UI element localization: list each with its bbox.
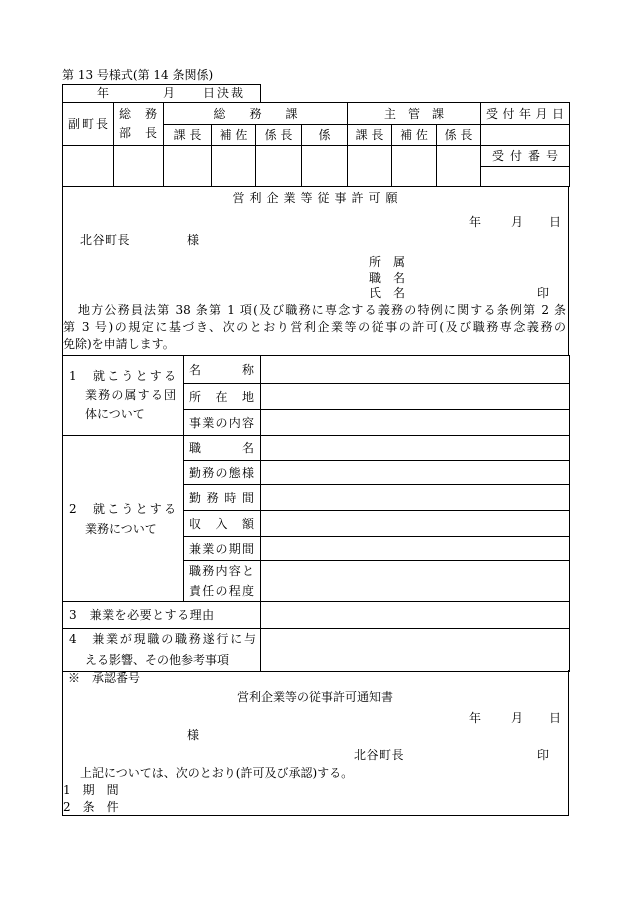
- managing-section-header: 主 管 課: [348, 103, 481, 125]
- application-day-label: 日: [549, 215, 562, 229]
- stamp-mg-section-chief: [348, 146, 392, 187]
- reason-label-text: 3 兼業を必要とする理由: [69, 608, 215, 622]
- application-body-line-3: 免除)を申請します。: [63, 337, 175, 351]
- responsibility-label-line-2: 責任の程度: [189, 584, 254, 598]
- responsibility-label-line-1: 職務内容と: [189, 564, 254, 578]
- notice-item-conditions: 2 条 件: [63, 800, 119, 814]
- notice-year-label: 年: [469, 711, 482, 725]
- application-title: 営利企業等従事許可願: [232, 191, 403, 205]
- application-body-line-2: 第 3 号)の規定に基づき、次のとおり営利企業等の従事の許可(及び職務専念義務の: [63, 320, 566, 334]
- org-business-label-text: 事業の内容: [189, 415, 254, 430]
- ga-section-chief-header: 課 長: [164, 125, 212, 146]
- work-hours-value: [261, 485, 570, 511]
- responsibility-value: [261, 561, 570, 602]
- application-addressee: 北谷町長: [80, 233, 131, 247]
- duty-title-label-text: 職 名: [189, 441, 254, 455]
- general-affairs-director-header: [114, 103, 164, 146]
- director-line-2: 部 長: [118, 126, 158, 140]
- general-affairs-section-header: 総 務 課: [164, 103, 348, 125]
- received-number-value: [481, 167, 570, 187]
- income-label-text: 収 入 額: [189, 516, 254, 531]
- form-number: 第 13 号様式(第 14 条関係): [62, 68, 214, 82]
- work-hours-label: [184, 485, 261, 511]
- org-business-value: [261, 410, 570, 436]
- notice-day-label: 日: [549, 711, 562, 725]
- application-month-label: 月: [511, 215, 524, 229]
- work-hours-label-text: 勤務時間: [189, 490, 254, 505]
- reason-label: [63, 602, 261, 629]
- impact-label: [63, 629, 261, 672]
- stamp-director: [114, 146, 164, 187]
- mg-assistant-header: 補 佐: [392, 125, 437, 146]
- organization-label-line-2: 業務の属する団: [85, 388, 176, 402]
- duties-section-label: [63, 436, 184, 602]
- duties-label-line-1: 2 就こうとする: [69, 501, 176, 516]
- org-address-label-text: 所 在 地: [189, 389, 254, 404]
- side-job-period-label: [184, 537, 261, 561]
- org-name-value: [261, 356, 570, 384]
- notice-month-label: 月: [511, 711, 524, 725]
- impact-label-line-2: える影響、その他参考事項: [85, 653, 230, 667]
- org-name-label: [184, 356, 261, 384]
- impact-label-line-1: 4 兼業が現職の職務遂行に与: [69, 632, 256, 646]
- received-date-header: [481, 103, 570, 125]
- responsibility-label: [184, 561, 261, 602]
- approval-month-label: 月: [163, 86, 176, 100]
- deputy-mayor-label: 副町長: [67, 117, 110, 131]
- deputy-mayor-header: [63, 103, 114, 146]
- notice-honorific: 様: [187, 728, 200, 742]
- stamp-deputy-mayor: [63, 146, 114, 187]
- impact-value: [261, 629, 570, 672]
- approval-day-label: 日決裁: [203, 86, 246, 100]
- work-style-value: [261, 461, 570, 485]
- application-body-line-1: 地方公務員法第 38 条第 1 項(及び職務に専念する義務の特例に関する条例第 2 条: [78, 303, 566, 317]
- org-business-label: [184, 410, 261, 436]
- stamp-mg-subsection-chief: [437, 146, 481, 187]
- work-style-label-text: 勤務の態様: [189, 465, 254, 480]
- applicant-name-label: 氏 名: [369, 286, 406, 300]
- notice-seal-mark: 印: [537, 748, 550, 762]
- mg-subsection-chief-header: 係 長: [437, 125, 481, 146]
- application-year-label: 年: [469, 215, 482, 229]
- application-honorific: 様: [187, 233, 200, 247]
- notice-statement: 上記については、次のとおり(許可及び承認)する。: [80, 766, 354, 780]
- received-date-label: 受付年月日: [486, 106, 569, 121]
- organization-label-line-3: 体について: [85, 407, 145, 421]
- org-name-label-text: 名 称: [189, 362, 254, 377]
- approval-number-label: ※ 承認番号: [68, 671, 141, 685]
- income-value: [261, 511, 570, 537]
- side-job-period-value: [261, 537, 570, 561]
- notice-item-period: 1 期 間: [63, 783, 119, 797]
- received-date-value: [481, 125, 570, 146]
- notice-issuer: 北谷町長: [354, 748, 405, 762]
- reason-value: [261, 602, 570, 629]
- stamp-ga-subsection-chief: [256, 146, 302, 187]
- income-label: [184, 511, 261, 537]
- notice-title: 営利企業等の従事許可通知書: [236, 690, 393, 704]
- organization-section-label: [63, 356, 184, 436]
- mg-section-chief-header: 課 長: [348, 125, 392, 146]
- approval-stamp-table: [62, 102, 570, 187]
- ga-staff-header: 係: [302, 125, 348, 146]
- stamp-ga-staff: [302, 146, 348, 187]
- received-number-label: 受付番号: [492, 149, 565, 163]
- stamp-ga-section-chief: [164, 146, 212, 187]
- approval-year-label: 年: [97, 86, 110, 100]
- stamp-mg-assistant: [392, 146, 437, 187]
- duty-title-value: [261, 436, 570, 461]
- applicant-seal-mark: 印: [537, 286, 550, 300]
- work-style-label: [184, 461, 261, 485]
- duty-title-label: [184, 436, 261, 461]
- ga-assistant-header: 補 佐: [212, 125, 256, 146]
- side-job-period-label-text: 兼業の期間: [189, 541, 254, 556]
- applicant-position-label: 職 名: [369, 271, 406, 285]
- received-number-header: [481, 146, 570, 167]
- duties-label-line-2: 業務について: [85, 521, 157, 536]
- applicant-affiliation-label: 所 属: [369, 255, 406, 269]
- stamp-ga-assistant: [212, 146, 256, 187]
- organization-label-line-1: 1 就こうとする: [69, 369, 176, 383]
- org-address-value: [261, 384, 570, 410]
- detail-table: [62, 355, 570, 672]
- ga-subsection-chief-header: 係 長: [256, 125, 302, 146]
- director-line-1: 総 務: [118, 107, 158, 121]
- org-address-label: [184, 384, 261, 410]
